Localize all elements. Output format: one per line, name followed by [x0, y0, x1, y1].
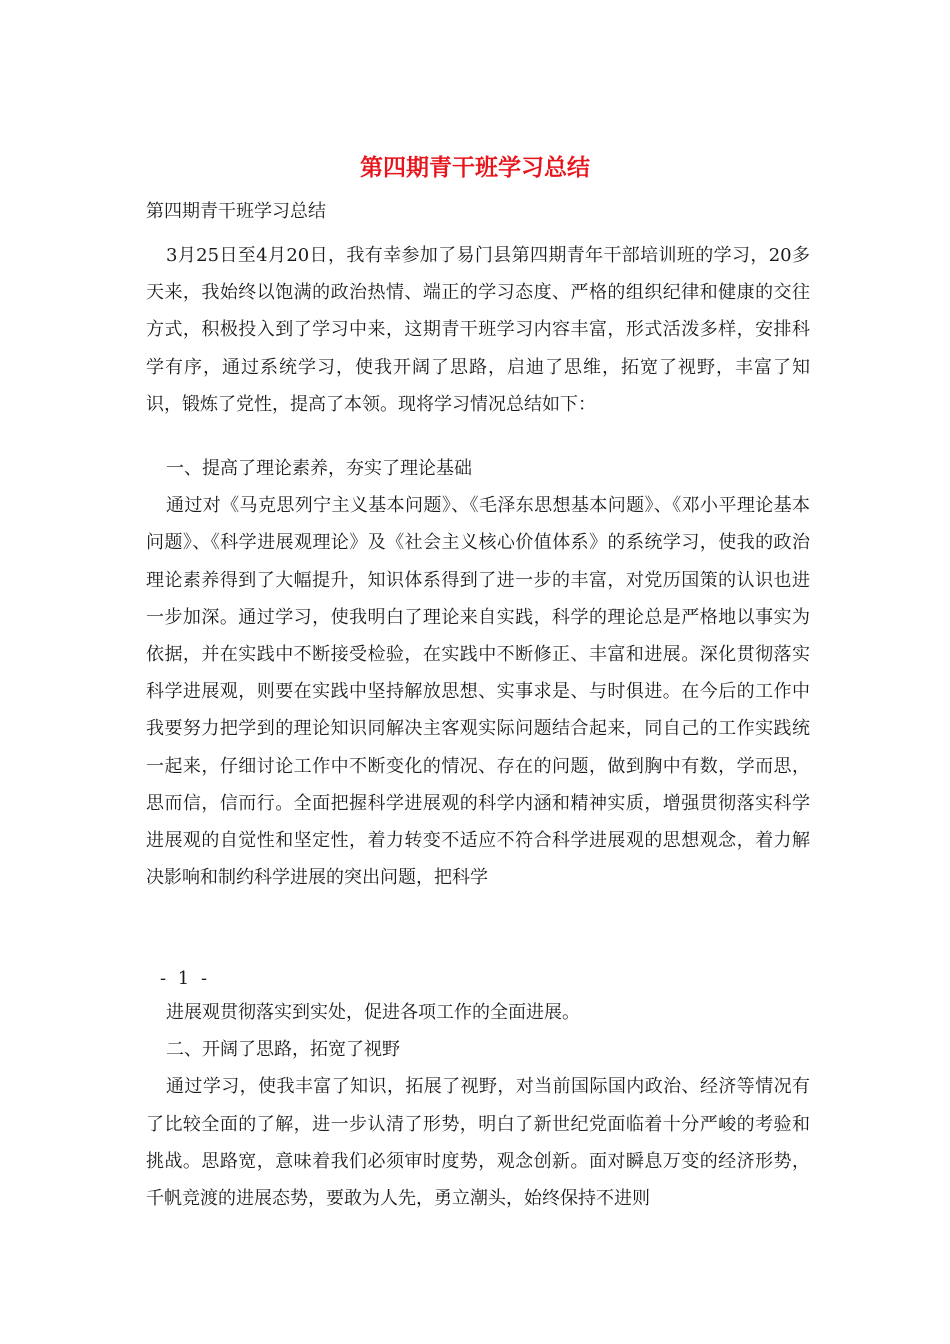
section2-paragraph: 通过学习，使我丰富了知识，拓展了视野，对当前国际国内政治、经济等情况有了比较全面的了解，进一步认清了形势，明白了新世纪党面临着十分严峻的考验和挑战。思路宽，意味着我们必须审时度势，观念创新。面对瞬息万变的经济形势，千帆竞渡的进展态势，要敢为人先，勇立潮头，始终保持不进则 — [146, 1076, 810, 1210]
section1-paragraph: 通过对《马克思列宁主义基本问题》、《毛泽东思想基本问题》、《邓小平理论基本问题》、《科学进展观理论》及《社会主义核心价值体系》的系统学习，使我的政治理论素养得到了大幅提升，知识体系得到了进一步的丰富，对党历国策的认识也进一步加深。通过学习，使我明白了理论来自实践，科学的理论总是严格地以事实为依据，并在实践中不断接受检验，在实践中不断修正、丰富和进展。深化贯彻落实科学进展观，则要在实践中坚持解放思想、实事求是、与时俱进。在今后的工作中我要努力把学到的理论知识同解决主客观实际问题结合起来，同自己的工作实践统一起来，仔细讨论工作中不断变化的情况、存在的问题，做到胸中有数，学而思，思而信，信而行。全面把握科学进展观的科学内涵和精神实质，增强贯彻落实科学进展观的自觉性和坚定性，着力转变不适应不符合科学进展观的思想观念，着力解决影响和制约科学进展的突出问题，把科学 — [146, 495, 810, 889]
intro-paragraph: 3月25日至4月20日，我有幸参加了易门县第四期青年干部培训班的学习，20多天来，我始终以饱满的政治热情、端正的学习态度、严格的组织纪律和健康的交往方式，积极投入到了学习中来，这期青干班学习内容丰富，形式活泼多样，安排科学有序，通过系统学习，使我开阔了思路，启迪了思维，拓宽了视野，丰富了知识，锻炼了党性，提高了本领。现将学习情况总结如下： — [146, 245, 810, 415]
section2-heading: 二、开阔了思路，拓宽了视野 — [166, 1039, 400, 1061]
document-title: 第四期青干班学习总结 — [360, 155, 590, 181]
continuation-paragraph: 进展观贯彻落实到实处，促进各项工作的全面进展。 — [166, 1002, 580, 1023]
section2-block — [146, 994, 810, 1217]
intro-block — [146, 237, 810, 423]
document-subtitle: 第四期青干班学习总结 — [146, 201, 326, 222]
section1-block — [146, 450, 810, 896]
section1-heading: 一、提高了理论素养，夯实了理论基础 — [166, 458, 472, 479]
page-number: - 1 - — [160, 968, 211, 989]
